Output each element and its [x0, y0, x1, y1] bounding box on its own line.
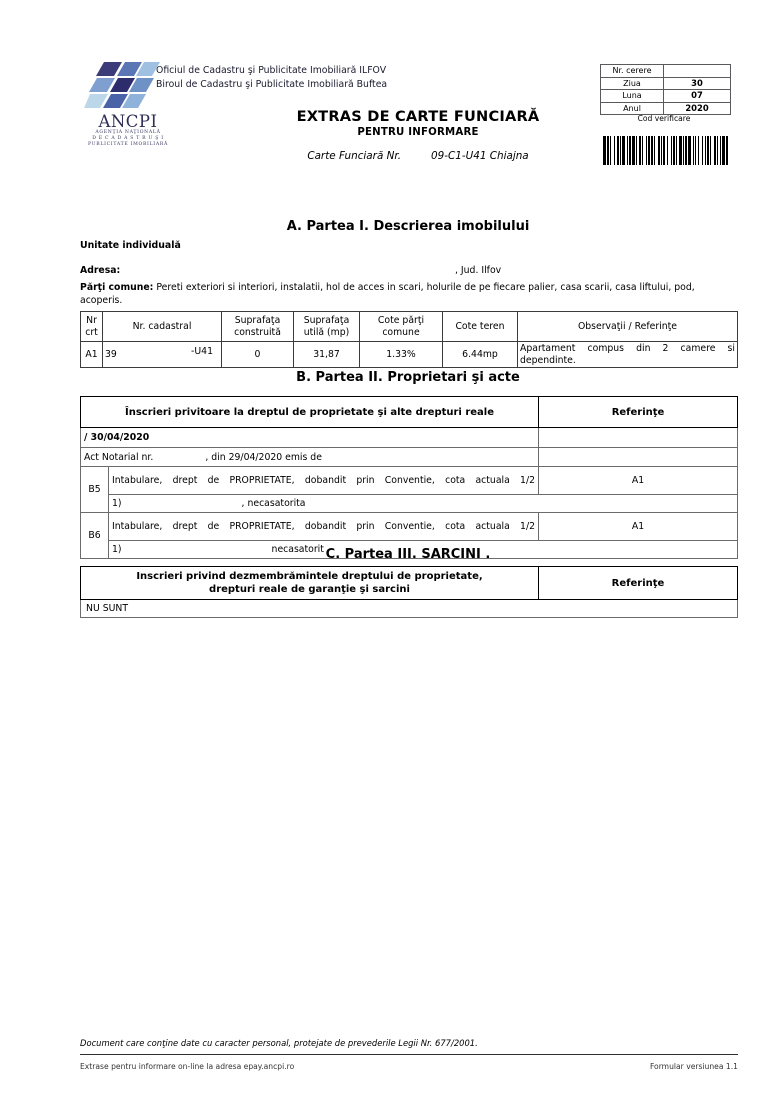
carte-funciara-value: 09-C1-U41 Chiajna — [431, 150, 529, 162]
cell-cadastral-prefix: 39 — [105, 349, 117, 360]
verification-barcode — [603, 136, 729, 165]
table-row — [81, 342, 738, 368]
act-prefix: Act Notarial nr. — [84, 451, 154, 463]
footer-right-text: Formular versiunea 1.1 — [649, 1062, 738, 1071]
entry-person-b5 — [109, 495, 738, 513]
cell-nr-cadastral — [103, 342, 222, 368]
table-row — [81, 600, 738, 618]
table-row — [81, 495, 738, 513]
table-header-row — [81, 567, 738, 600]
request-label-ziua: Ziua — [601, 77, 664, 90]
footer-privacy-note: Document care conţine date cu caracter personal, protejate de prevederile Legii Nr. 677/2001. — [80, 1038, 478, 1048]
entry-text-b5: Intabulare, drept de PROPRIETATE, dobandit prin Conventie, cota actuala 1/2 — [109, 467, 539, 495]
common-parts-value: Pereti exteriori si interiori, instalatii, hol de acces in scari, holurile de pe fiecare palier, casa scarii, casa liftului, pod, acoperis. — [80, 282, 695, 306]
col-header-su-line2: utilă (mp) — [303, 326, 350, 338]
table-row — [81, 467, 738, 495]
request-label-nr-cerere: Nr. cerere — [601, 65, 664, 78]
common-parts-label: Părţi comune: — [80, 282, 154, 293]
cell-nr-crt: A1 — [81, 342, 103, 368]
request-value-luna: 07 — [664, 90, 731, 103]
part-c-table — [80, 566, 738, 618]
request-label-luna: Luna — [601, 90, 664, 103]
address-county: , Jud. Ilfov — [455, 265, 502, 276]
part-a-table — [80, 311, 738, 368]
part-b-date-row-ref — [539, 428, 738, 448]
entry-code-b5: B5 — [81, 467, 109, 513]
part-b-date-row: / 30/04/2020 — [81, 428, 539, 448]
cell-cote-parti-comune: 1.33% — [360, 342, 443, 368]
col-header-observatii: Observaţii / Referinţe — [518, 312, 738, 342]
address-row — [80, 265, 740, 276]
office-names — [156, 64, 586, 91]
part-b-heading: B. Partea II. Proprietari şi acte — [296, 370, 520, 385]
table-row — [81, 448, 738, 467]
cell-observatii: Apartament compus din 2 camere si dependinte. — [518, 342, 738, 368]
table-row — [601, 90, 731, 103]
ancpi-wordmark: ANCPI — [98, 112, 158, 131]
entry-text-b6: Intabulare, drept de PROPRIETATE, dobandit prin Conventie, cota actuala 1/2 — [109, 513, 539, 541]
part-b-table — [80, 396, 738, 559]
person-status-b5: , necasatorita — [241, 498, 306, 509]
cell-cote-teren: 6.44mp — [443, 342, 518, 368]
request-value-ziua: 30 — [664, 77, 731, 90]
part-c-header-line2: drepturi reale de garanţie şi sarcini — [209, 584, 410, 595]
col-header-cpc-line1: Cote părţi — [377, 315, 425, 326]
part-b-col-header-right: Referinţe — [539, 397, 738, 428]
footer-left-text: Extrase pentru informare on-line la adresa epay.ancpi.ro — [80, 1062, 295, 1071]
part-b-act-row — [81, 448, 539, 467]
col-header-crt: crt — [85, 326, 98, 338]
ancpi-subtext-line2: D E C A D A S T R U Ş I — [92, 136, 164, 141]
part-a-heading: A. Partea I. Descrierea imobilului — [286, 219, 530, 234]
col-header-suprafata-construita — [222, 312, 294, 342]
part-c-header-line1: Inscrieri privind dezmembrămintele dreptului de proprietate, — [136, 571, 483, 582]
office-line-1: Oficiul de Cadastru şi Publicitate Imobiliară ILFOV — [156, 65, 387, 76]
col-header-cote-parti-comune — [360, 312, 443, 342]
entry-reference-b5: A1 — [539, 467, 738, 495]
office-line-2: Biroul de Cadastru şi Publicitate Imobiliară Buftea — [156, 78, 388, 90]
person-status-b6: necasatorit — [271, 544, 324, 555]
table-row — [601, 77, 731, 90]
request-label-anul: Anul — [601, 102, 664, 115]
col-header-nr-crt — [81, 312, 103, 342]
entry-code-b6: B6 — [81, 513, 109, 559]
request-value-anul: 2020 — [664, 102, 731, 115]
col-header-nr-cadastral: Nr. cadastral — [103, 312, 222, 342]
table-row — [81, 513, 738, 541]
ancpi-subtext — [78, 130, 178, 148]
table-row — [81, 428, 738, 448]
table-row — [601, 102, 731, 115]
table-header-row — [81, 312, 738, 342]
person-index-b6: 1) — [112, 544, 122, 555]
part-c-heading: C. Partea III. SARCINI . — [325, 547, 491, 562]
carte-funciara-label: Carte Funciară Nr. — [307, 150, 402, 162]
part-b-act-row-ref — [539, 448, 738, 467]
request-value-nr-cerere — [664, 65, 731, 78]
cell-cadastral-suffix: -U41 — [191, 346, 213, 357]
col-header-sc-line2: construită — [234, 326, 281, 338]
col-header-su-line1: Suprafaţa — [303, 315, 350, 326]
col-header-cpc-line2: comune — [382, 326, 420, 338]
footer-divider — [80, 1054, 738, 1055]
table-row — [601, 65, 731, 78]
cell-suprafata-utila: 31,87 — [294, 342, 360, 368]
part-c-col-header-right: Referinţe — [539, 567, 738, 600]
ancpi-subtext-line1: AGENŢIA NAŢIONALĂ — [95, 130, 161, 135]
carte-funciara-line — [178, 150, 658, 162]
cod-verificare-label: Cod verificare — [637, 114, 691, 123]
ancpi-subtext-line3: PUBLICITATE IMOBILIARĂ — [87, 142, 169, 147]
address-label: Adresa: — [80, 265, 121, 276]
part-c-content: NU SUNT — [81, 600, 738, 618]
entry-reference-b6: A1 — [539, 513, 738, 541]
document-title: EXTRAS DE CARTE FUNCIARĂ — [296, 108, 540, 125]
person-index-b5: 1) — [112, 498, 122, 509]
ancpi-logo-diamonds-icon — [84, 60, 162, 112]
request-table — [600, 64, 731, 115]
col-header-nr: Nr — [86, 315, 97, 326]
request-info-box — [600, 64, 728, 115]
unit-type-label: Unitate individuală — [80, 240, 181, 251]
col-header-suprafata-utila — [294, 312, 360, 342]
part-c-col-header-left — [81, 567, 539, 600]
document-subtitle: PENTRU INFORMARE — [357, 127, 479, 138]
col-header-cote-teren: Cote teren — [443, 312, 518, 342]
cell-suprafata-construita: 0 — [222, 342, 294, 368]
part-b-col-header-left: Înscrieri privitoare la dreptul de proprietate şi alte drepturi reale — [81, 397, 539, 428]
act-suffix: , din 29/04/2020 emis de — [205, 451, 322, 463]
common-parts-row — [80, 282, 738, 307]
table-header-row — [81, 397, 738, 428]
col-header-sc-line1: Suprafaţa — [234, 315, 281, 326]
